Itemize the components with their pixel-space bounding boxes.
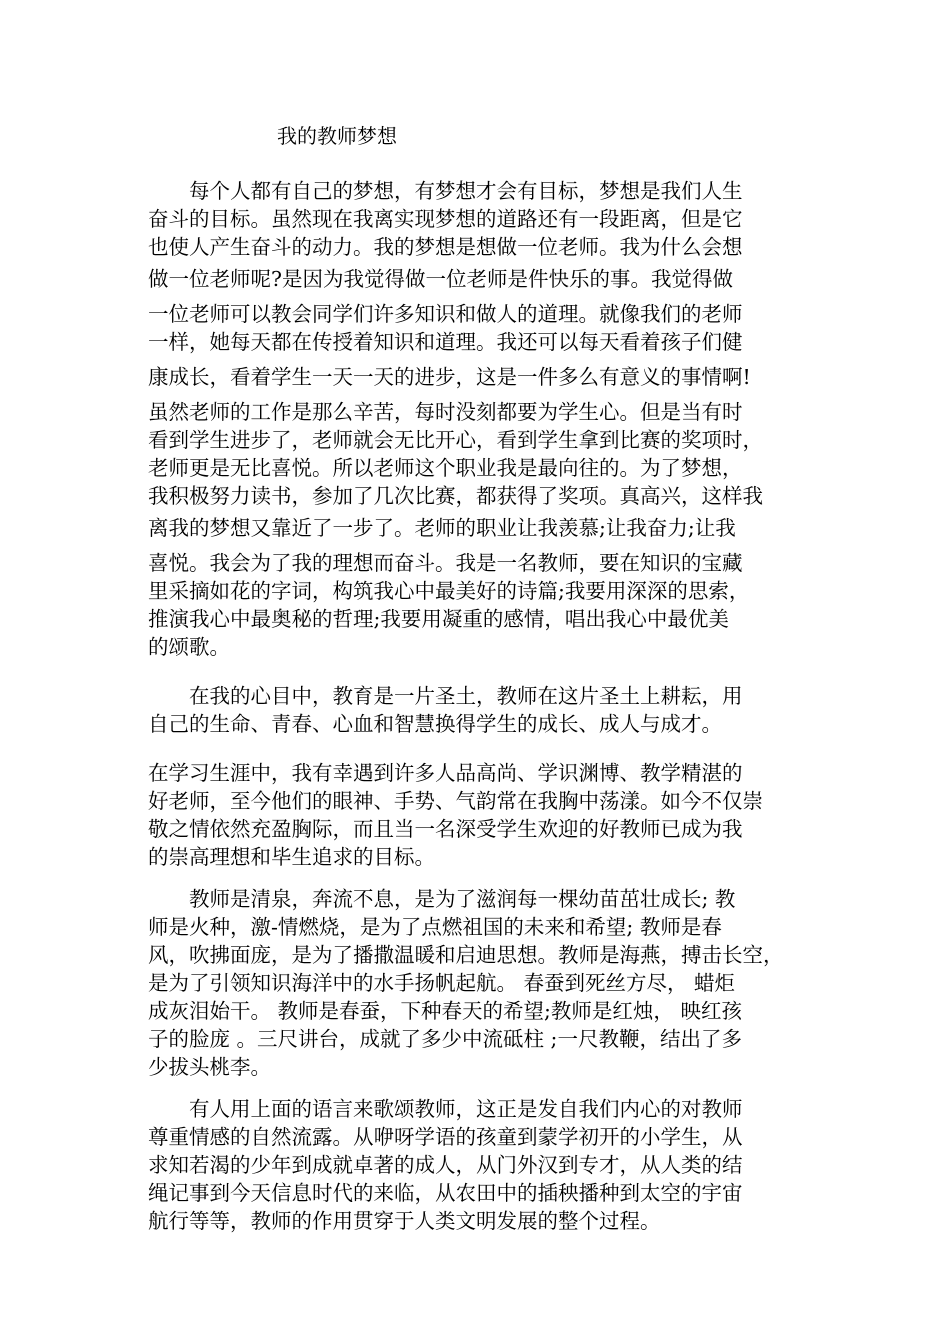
text-line: 虽然老师的工作是那么辛苦，每时没刻都要为学生心。但是当有时 <box>148 400 743 424</box>
text-line: 看到学生进步了，老师就会无比开心，看到学生拿到比赛的奖项时， <box>148 428 763 452</box>
text-line: 自己的生命、青春、心血和智慧换得学生的成长、成人与成才。 <box>148 712 722 736</box>
text-line: 风，吹拂面庞，是为了播撒温暖和启迪思想。教师是海燕，搏击长空， <box>148 943 784 967</box>
text-line: 师是火种，激-情燃烧，是为了点燃祖国的未来和希望; 教师是春 <box>148 915 722 939</box>
text-line: 少拔头桃李。 <box>148 1055 271 1079</box>
text-line: 在我的心目中，教育是一片圣土，教师在这片圣土上耕耘，用 <box>148 684 743 708</box>
text-line: 成灰泪始干。 教师是春蚕，下种春天的希望;教师是红烛， 映红孩 <box>148 999 742 1023</box>
text-line: 尊重情感的自然流露。从咿呀学语的孩童到蒙学初开的小学生，从 <box>148 1125 743 1149</box>
text-line: 敬之情依然充盈胸际，而且当一名深受学生欢迎的好教师已成为我 <box>148 817 743 841</box>
text-line: 一样，她每天都在传授着知识和道理。我还可以每天看着孩子们健 <box>148 330 743 354</box>
text-line: 好老师，至今他们的眼神、手势、气韵常在我胸中荡漾。如今不仅崇 <box>148 789 763 813</box>
text-line: 求知若渴的少年到成就卓著的成人，从门外汉到专才，从人类的结 <box>148 1153 743 1177</box>
text-line: 在学习生涯中，我有幸遇到许多人品高尚、学识渊博、教学精湛的 <box>148 761 743 785</box>
text-line: 离我的梦想又靠近了一步了。老师的职业让我羡慕;让我奋力;让我 <box>148 516 736 540</box>
text-line: 的颂歌。 <box>148 635 230 659</box>
text-line: 是为了引领知识海洋中的水手扬帆起航。 春蚕到死丝方尽， 蜡炬 <box>148 971 736 995</box>
text-line: 老师更是无比喜悦。所以老师这个职业我是最向往的。为了梦想， <box>148 456 743 480</box>
text-line: 也使人产生奋斗的动力。我的梦想是想做一位老师。我为什么会想 <box>148 235 743 259</box>
text-line: 航行等等，教师的作用贯穿于人类文明发展的整个过程。 <box>148 1209 661 1233</box>
text-line: 里采摘如花的字词，构筑我心中最美好的诗篇;我要用深深的思索， <box>148 579 750 603</box>
text-line: 每个人都有自己的梦想，有梦想才会有目标，梦想是我们人生 <box>148 179 743 203</box>
text-line: 喜悦。我会为了我的理想而奋斗。我是一名教师，要在知识的宝藏 <box>148 551 743 575</box>
text-line: 奋斗的目标。虽然现在我离实现梦想的道路还有一段距离，但是它 <box>148 207 743 231</box>
text-line: 的崇高理想和毕生追求的目标。 <box>148 845 435 869</box>
text-line: 康成长，看着学生一天一天的进步，这是一件多么有意义的事情啊! <box>148 365 751 389</box>
document-title: 我的教师梦想 <box>277 124 397 148</box>
text-line: 子的脸庞 。三尺讲台，成就了多少中流砥柱 ;一尺教鞭，结出了多 <box>148 1027 742 1051</box>
text-line: 我积极努力读书，参加了几次比赛，都获得了奖项。真高兴，这样我 <box>148 484 763 508</box>
text-line: 推演我心中最奥秘的哲理;我要用凝重的感情，唱出我心中最优美 <box>148 607 729 631</box>
text-line: 教师是清泉，奔流不息，是为了滋润每一棵幼苗茁壮成长; 教 <box>148 887 736 911</box>
text-line: 绳记事到今天信息时代的来临，从农田中的插秧播种到太空的宇宙 <box>148 1181 743 1205</box>
text-line: 做一位老师呢?是因为我觉得做一位老师是件快乐的事。我觉得做 <box>148 267 733 291</box>
text-line: 一位老师可以教会同学们许多知识和做人的道理。就像我们的老师 <box>148 302 743 326</box>
text-line: 有人用上面的语言来歌颂教师，这正是发自我们内心的对教师 <box>148 1097 743 1121</box>
